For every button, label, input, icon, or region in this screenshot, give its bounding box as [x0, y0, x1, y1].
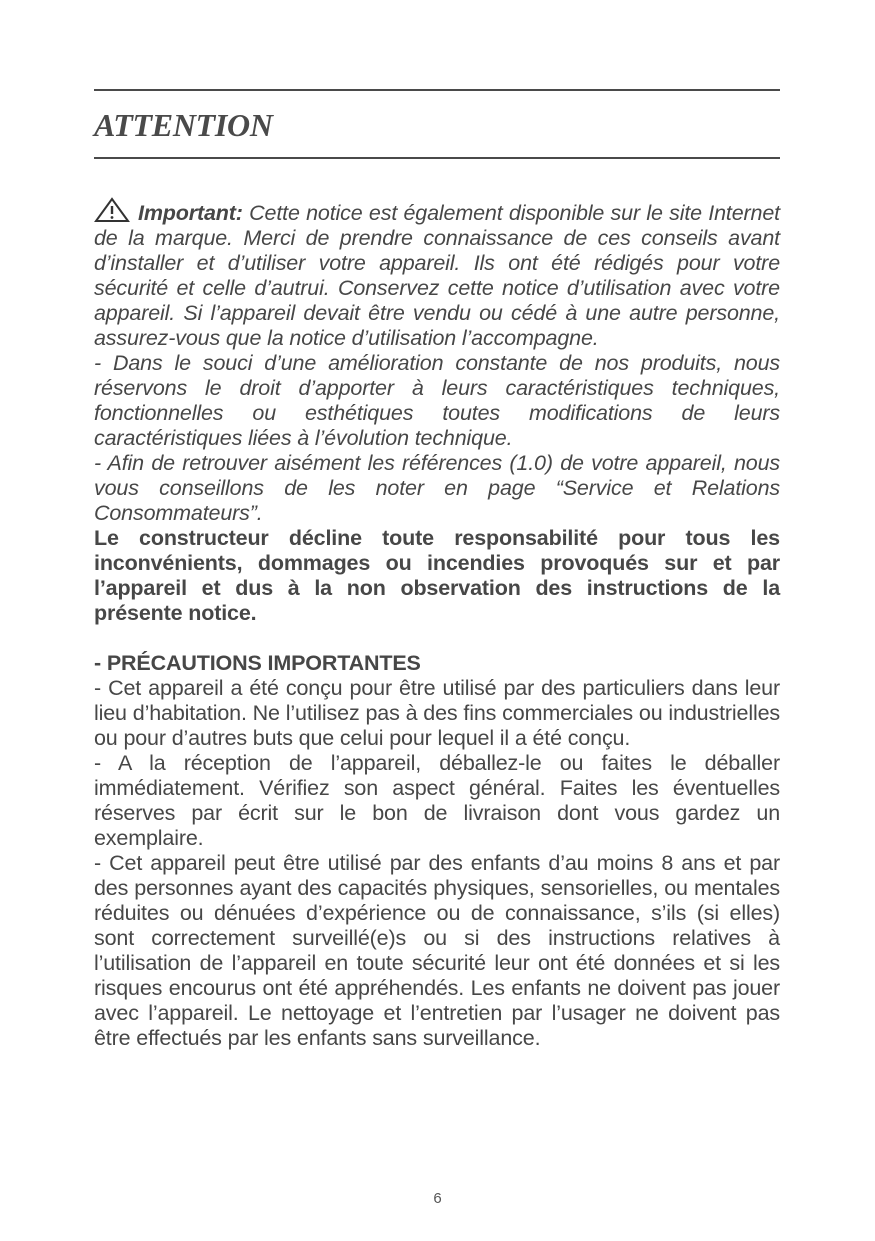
precaution-paragraph: - Cet appareil a été conçu pour être utilisé par des particuliers dans leur lieu d’habitation. Ne l’utilisez pas à des fins commerciales ou industrielles ou pour d’autres buts que celui pour lequel il a été conçu.: [94, 676, 780, 750]
references-notice: - Afin de retrouver aisément les références (1.0) de votre appareil, nous vous conseillons de les noter en page “Service et Relations Consommateurs”.: [94, 451, 780, 525]
important-paragraph: [94, 197, 780, 351]
precaution-paragraph: - A la réception de l’appareil, déballez-le ou faites le déballer immédiatement. Vérifiez son aspect général. Faites les éventuelles réserves par écrit sur le bon de livraison dont vous gardez un exemplaire.: [94, 751, 780, 850]
liability-disclaimer: Le constructeur décline toute responsabilité pour tous les inconvénients, dommages ou incendies provoqués sur et par l’appareil et dus à la non observation des instructions de la présente notice.: [94, 526, 780, 625]
precautions-heading: - PRÉCAUTIONS IMPORTANTES: [94, 651, 421, 675]
important-text: Cette notice est également disponible sur le site Internet de la marque. Merci de prendre connaissance de ces conseils avant d’installer et d’utiliser votre appareil. Ils ont été rédigés pour votre sécurité et celle d’autrui. Conservez cette notice d’utilisation avec votre appareil. Si l’appareil devait être vendu ou cédé à une autre personne, assurez-vous que la notice d’utilisation l’accompagne.: [94, 201, 780, 350]
improvement-notice: - Dans le souci d’une amélioration constante de nos produits, nous réservons le droit d’apporter à leurs caractéristiques techniques, fonctionnelles ou esthétiques toutes modifications de leurs caractéristiques liées à l’évolution technique.: [94, 351, 780, 450]
title-rule: [94, 157, 780, 159]
page-title: ATTENTION: [94, 107, 273, 143]
precaution-paragraph: - Cet appareil peut être utilisé par des enfants d’au moins 8 ans et par des personnes ayant des capacités physiques, sensorielles, ou mentales réduites ou dénuées d’expérience ou de connaissance, s’ils (si elles) sont correctement surveillé(e)s ou si des instructions relatives à l’utilisation de l’appareil en toute sécurité leur ont été données et si les risques encourus ont été appréhendés. Les enfants ne doivent pas jouer avec l’appareil. Le nettoyage et l’entretien par l’usager ne doivent pas être effectués par les enfants sans surveillance.: [94, 851, 780, 1050]
warning-triangle-icon: [94, 197, 130, 223]
section-spacer: [94, 626, 780, 651]
important-label: Important:: [138, 201, 243, 225]
page-number: 6: [433, 1190, 442, 1207]
top-rule: [94, 89, 780, 91]
notice-body: [94, 197, 780, 1051]
